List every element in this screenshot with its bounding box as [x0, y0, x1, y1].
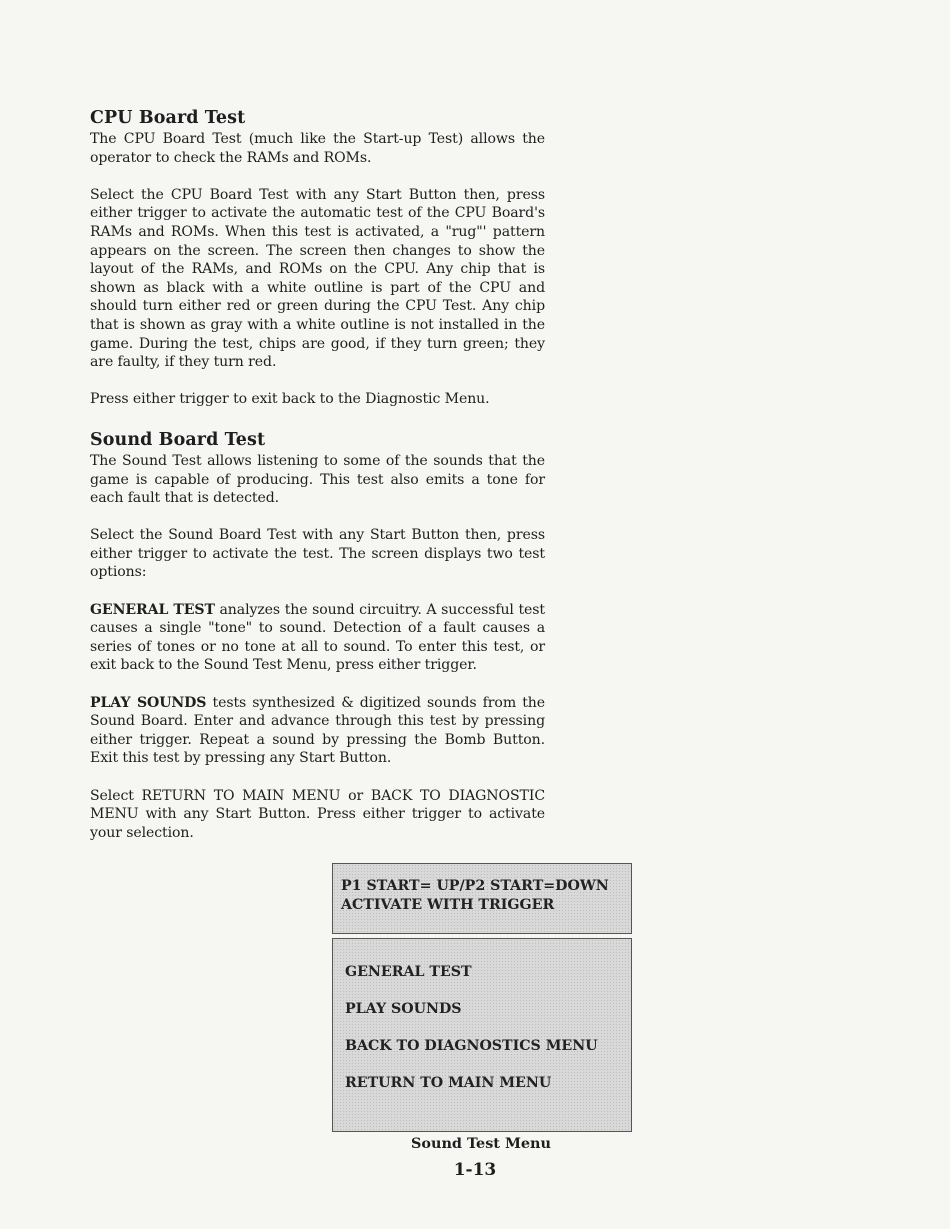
cpu-instructions-paragraph: Select the CPU Board Test with any Start Button then, press either trigger to activate the automatic test of the CPU Board's RAMs and ROMs. When this test is activated, a "rug"' pattern appears on the screen. The screen then changes to show the layout of the RAMs, and ROMs on the CPU. Any chip that is shown as black with a white outline is part of the CPU and should turn either red or green during the CPU Test. Any chip that is shown as gray with a white outline is not installed in the game. During the test, chips are good, if they turn green; they are faulty, if they turn red.	[90, 186, 545, 371]
text-column	[90, 108, 545, 842]
menu-item-play-sounds[interactable]: PLAY SOUNDS	[345, 1001, 462, 1017]
sound-test-menu-box	[332, 938, 632, 1132]
screen-header-line-2: ACTIVATE WITH TRIGGER	[341, 897, 555, 913]
cpu-board-test-heading: CPU Board Test	[90, 108, 246, 128]
sound-intro-paragraph: The Sound Test allows listening to some of the sounds that the game is capable of producing. This test also emits a tone for each fault that is detected.	[90, 452, 545, 507]
return-menu-paragraph: Select RETURN TO MAIN MENU or BACK TO DIAGNOSTIC MENU with any Start Button. Press either trigger to activate your selection.	[90, 787, 545, 841]
general-test-text: analyzes the sound circuitry. A successful test causes a single "tone" to sound. Detection of a fault causes a series of tones or no tone at all to sound. To enter this test, or exit back to the Sound Test Menu, press either trigger.	[90, 601, 545, 674]
general-test-lead: GENERAL TEST	[90, 601, 215, 618]
figure-caption: Sound Test Menu	[411, 1135, 551, 1152]
cpu-exit-paragraph: Press either trigger to exit back to the Diagnostic Menu.	[90, 391, 490, 408]
play-sounds-paragraph	[90, 694, 545, 768]
menu-item-general-test[interactable]: GENERAL TEST	[345, 964, 472, 980]
cpu-intro-paragraph: The CPU Board Test (much like the Start-up Test) allows the operator to check the RAMs and ROMs.	[90, 131, 545, 166]
sound-board-test-heading: Sound Board Test	[90, 429, 266, 450]
screen-header-line-1: P1 START= UP/P2 START=DOWN	[341, 878, 609, 894]
menu-item-back-to-diagnostics[interactable]: BACK TO DIAGNOSTICS MENU	[345, 1038, 598, 1054]
play-sounds-lead: PLAY SOUNDS	[90, 694, 207, 711]
page-number: 1-13	[453, 1160, 497, 1180]
screen-header-box	[332, 863, 632, 934]
general-test-paragraph	[90, 601, 545, 675]
sound-select-paragraph: Select the Sound Board Test with any Start Button then, press either trigger to activate the test. The screen displays two test options:	[90, 527, 545, 581]
menu-item-return-to-main[interactable]: RETURN TO MAIN MENU	[345, 1075, 552, 1091]
play-sounds-text: tests synthesized & digitized sounds from the Sound Board. Enter and advance through this test by pressing either trigger. Repeat a sound by pressing the Bomb Button. Exit this test by pressing any Start Button.	[90, 694, 545, 767]
